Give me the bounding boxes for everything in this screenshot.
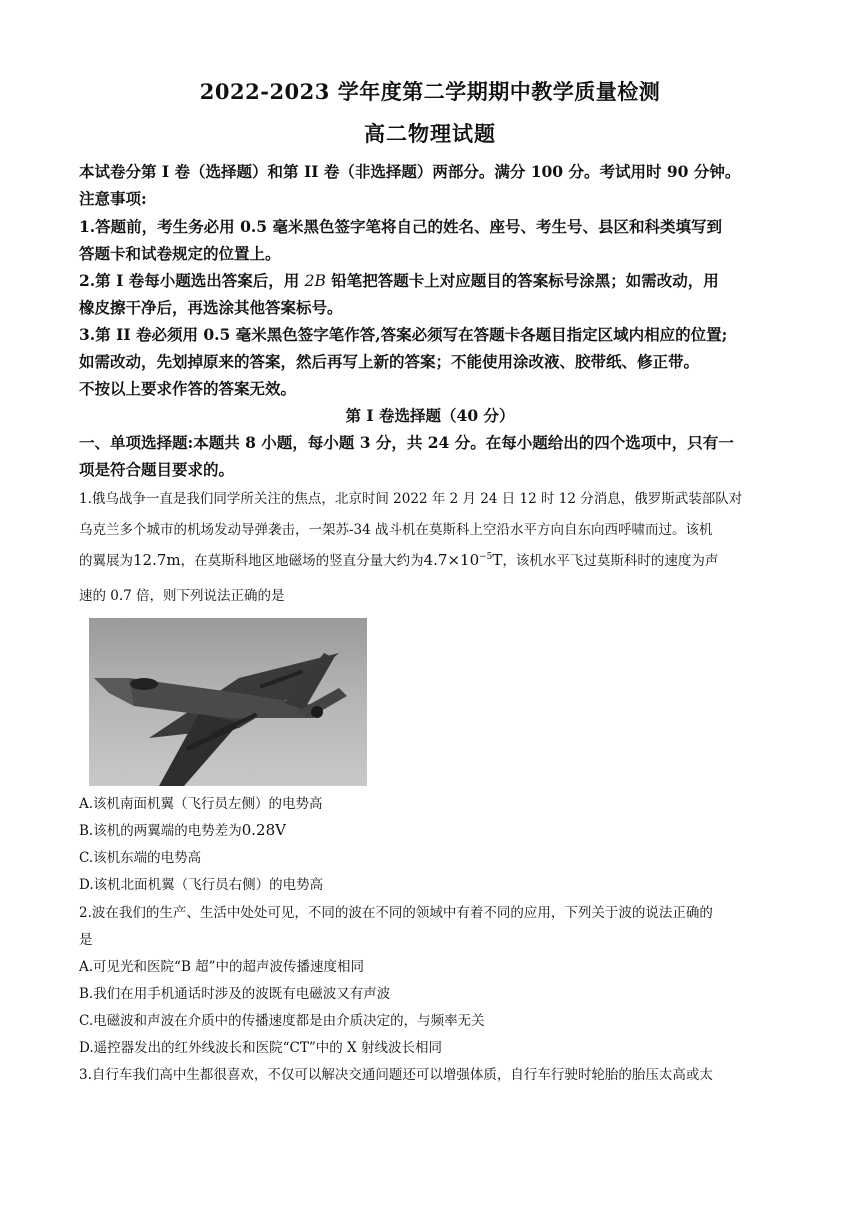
q1-text-c: ，该机水平飞过莫斯科时的速度为声 <box>502 553 719 569</box>
q1-line-4: 速的 0.7 倍，则下列说法正确的是 <box>79 588 285 604</box>
q2-line-1: 2.波在我们的生产、生活中处处可见，不同的波在不同的领域中有着不同的应用，下列关于波的说法正确的 <box>79 905 713 921</box>
fighter-jet-icon <box>89 618 367 786</box>
q1-option-a: A.该机南面机翼（飞行员左侧）的电势高 <box>79 796 323 812</box>
q2-option-c: C.电磁波和声波在介质中的传播速度都是由介质决定的，与频率无关 <box>79 1013 485 1029</box>
note-2a-pre: 2.第 I 卷每小题选出答案后，用 <box>79 271 305 290</box>
q1-option-b <box>79 819 784 839</box>
note-3c: 不按以上要求作答的答案无效。 <box>79 379 297 398</box>
q2-option-d: D.遥控器发出的红外线波长和医院“CT”中的 X 射线波长相同 <box>79 1040 442 1056</box>
q1-option-d: D.该机北面机翼（飞行员右侧）的电势高 <box>79 877 324 893</box>
note-2a-var: 2B <box>304 272 326 290</box>
intro-line: 本试卷分第 I 卷（选择题）和第 II 卷（非选择题）两部分。满分 100 分。考试用时 90 分钟。 <box>79 162 741 181</box>
note-1b: 答题卡和试卷规定的位置上。 <box>79 244 281 263</box>
notice-heading: 注意事项: <box>79 189 147 208</box>
note-3b: 如需改动，先划掉原来的答案，然后再写上新的答案；不能使用涂改液、胶带纸、修正带。 <box>79 352 700 371</box>
q1-wingspan: 12.7m <box>133 551 181 569</box>
q1-field-value <box>424 551 503 569</box>
q1-field-exponent: −5 <box>479 552 493 562</box>
q1-option-c: C.该机东端的电势高 <box>79 850 202 866</box>
q1-line-3 <box>79 549 784 569</box>
section-heading: 第 I 卷选择题（40 分） <box>345 406 515 425</box>
q3-line-1: 3.自行车我们高中生都很喜欢，不仅可以解决交通问题还可以增强体质，自行车行驶时轮胎的胎压太高或太 <box>79 1067 713 1083</box>
q1-line-1: 1.俄乌战争一直是我们同学所关注的焦点，北京时间 2022 年 2 月 24 日 12 时 12 分消息，俄罗斯武装部队对 <box>79 491 743 507</box>
q2-line-2: 是 <box>79 932 93 948</box>
q1-option-b-text: B.该机的两翼端的电势差为 <box>79 823 242 839</box>
note-2a <box>79 269 784 291</box>
fighter-jet-photo <box>89 618 367 786</box>
q1-field-unit: T <box>492 551 503 569</box>
q1-text-a: 的翼展为 <box>79 553 133 569</box>
note-1a: 1.答题前，考生务必用 0.5 毫米黑色签字笔将自己的姓名、座号、考生号、县区和科类填写到 <box>79 217 722 236</box>
q1-line-2: 乌克兰多个城市的机场发动导弹袭击，一架苏-34 战斗机在莫斯科上空沿水平方向自东向西呼啸而过。该机 <box>79 522 713 538</box>
note-2b: 橡皮擦干净后，再选涂其他答案标号。 <box>79 298 343 317</box>
note-3a: 3.第 II 卷必须用 0.5 毫米黑色签字笔作答,答案必须写在答题卡各题目指定区域内相应的位置; <box>79 325 728 344</box>
part-heading-b: 项是符合题目要求的。 <box>79 460 235 479</box>
q2-option-a: A.可见光和医院“B 超”中的超声波传播速度相同 <box>79 959 365 975</box>
part-heading-a: 一、单项选择题:本题共 8 小题，每小题 3 分，共 24 分。在每小题给出的四个选项中，只有一 <box>79 433 734 452</box>
exam-title: 2022-2023 学年度第二学期期中教学质量检测 <box>199 79 661 104</box>
q1-option-b-value: 0.28V <box>241 821 286 839</box>
note-2a-post: 铅笔把答题卡上对应题目的答案标号涂黑；如需改动，用 <box>325 271 719 290</box>
q1-field-mantissa: 4.7×10 <box>423 551 480 569</box>
exam-subtitle: 高二物理试题 <box>364 121 496 146</box>
q2-option-b: B.我们在用手机通话时涉及的波既有电磁波又有声波 <box>79 986 391 1002</box>
q1-text-b: ，在莫斯科地区地磁场的竖直分量大约为 <box>180 553 424 569</box>
